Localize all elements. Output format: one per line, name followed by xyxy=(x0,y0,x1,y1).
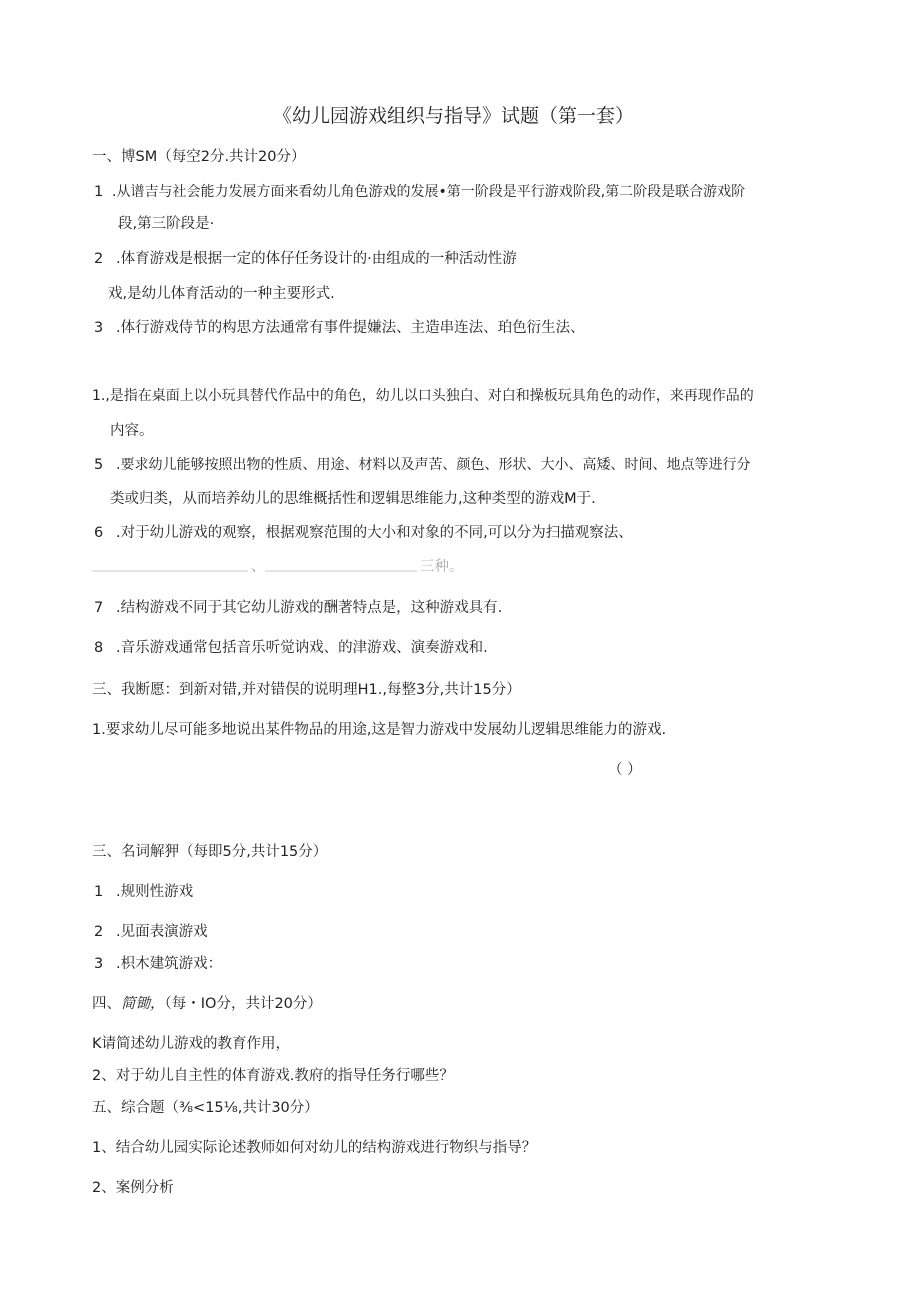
question-number: 3 xyxy=(94,956,104,972)
question-number: 5 xyxy=(94,457,104,473)
question-text-cont: 段,第三阶段是· xyxy=(118,216,215,232)
answer-parentheses: （ ） xyxy=(608,762,642,778)
section-heading-emphasis: 简锄， xyxy=(121,996,165,1012)
section-heading: 三、我断愿：到新对错,并对错俣的说明理H1.,每整3分,共计15分） xyxy=(92,682,521,698)
question-text-cont: 内容。 xyxy=(110,423,154,439)
section-heading: 一、博SM（每空2分.共计20分） xyxy=(92,149,306,165)
section-heading-prefix: 四、 xyxy=(92,996,121,1012)
question-text: 1、结合幼儿园实际论述教师如何对幼儿的结构游戏进行物织与指导？ xyxy=(92,1140,537,1156)
question-number: 2 xyxy=(94,924,104,940)
term-item: .见面表演游戏 xyxy=(116,924,208,940)
answer-blank xyxy=(265,570,417,572)
question-text: .音乐游戏通常包括音乐听觉讷戏、的津游戏、演奏游戏和. xyxy=(116,640,488,656)
section-heading: 三、名词解狎（每即5分,共计15分） xyxy=(92,844,328,860)
question-number: 1 xyxy=(94,884,104,900)
question-number: 2 xyxy=(94,251,104,267)
term-item: .枳木建筑游戏： xyxy=(116,956,223,972)
question-text: 1.要求幼儿尽可能多地说出某件物品的用途,这是智力游戏中发展幼儿逻辑思维能力的游戏. xyxy=(92,722,667,738)
page-title: 《幼儿园游戏组织与指导》试题（第一套） xyxy=(273,105,635,127)
term-item: .规则性游戏 xyxy=(116,884,194,900)
question-text: K请简述幼儿游戏的教育作用， xyxy=(92,1036,291,1052)
question-text: .从谱吉与社会能力发展方面来看幼儿角色游戏的发展•第一阶段是平行游戏阶段,第二阶段是联合游戏阶 xyxy=(112,184,746,200)
question-text: .体育游戏是根据一定的体仔任务设计的·由组成的一种活动性游 xyxy=(116,251,517,267)
question-text-cont: 戏,是幼儿体育活动的一种主要形式. xyxy=(108,286,335,302)
answer-blank xyxy=(92,570,248,572)
question-text: .结构游戏不同于其它幼儿游戏的酬著特点是，这种游戏具有. xyxy=(116,600,503,616)
question-text: 2、对于幼儿自主性的体育游戏.教府的指导任务行哪些？ xyxy=(92,1068,454,1084)
question-text: 2、案例分析 xyxy=(92,1180,174,1196)
question-text: .体行游戏侍节的构思方法通常有事件提嫌法、主造串连法、珀色衍生法、 xyxy=(116,320,585,336)
question-text: .要求幼儿能够按照出物的性质、用途、材料以及声苦、颜色、形状、大小、高矮、时间、地点等进行分 xyxy=(116,457,751,473)
blank-separator: 、 xyxy=(251,559,266,575)
question-number: 6 xyxy=(94,525,104,541)
question-number: 1 xyxy=(94,184,104,200)
question-text-cont: 类或归类，从而培养幼儿的思维概括性和逻辑思维能力,这种类型的游戏M于. xyxy=(110,491,596,507)
question-text-cont: 三种。 xyxy=(420,559,464,575)
question-number: 3 xyxy=(94,320,104,336)
question-number: 7 xyxy=(94,600,104,616)
section-heading-rest: （每・IO分，共计20分） xyxy=(164,996,322,1012)
question-text: .对于幼儿游戏的观察，根据观察范围的大小和对象的不同,可以分为扫描观察法、 xyxy=(116,525,633,541)
question-text: 1.,是指在桌面上以小玩具替代作品中的角色，幼儿以口头独白、对白和操板玩具角色的动作，来再现作品的 xyxy=(92,388,754,404)
section-heading xyxy=(92,994,322,1014)
question-number: 8 xyxy=(94,640,104,656)
section-heading: 五、综合题（⅜<15⅛,共计30分） xyxy=(92,1100,319,1116)
